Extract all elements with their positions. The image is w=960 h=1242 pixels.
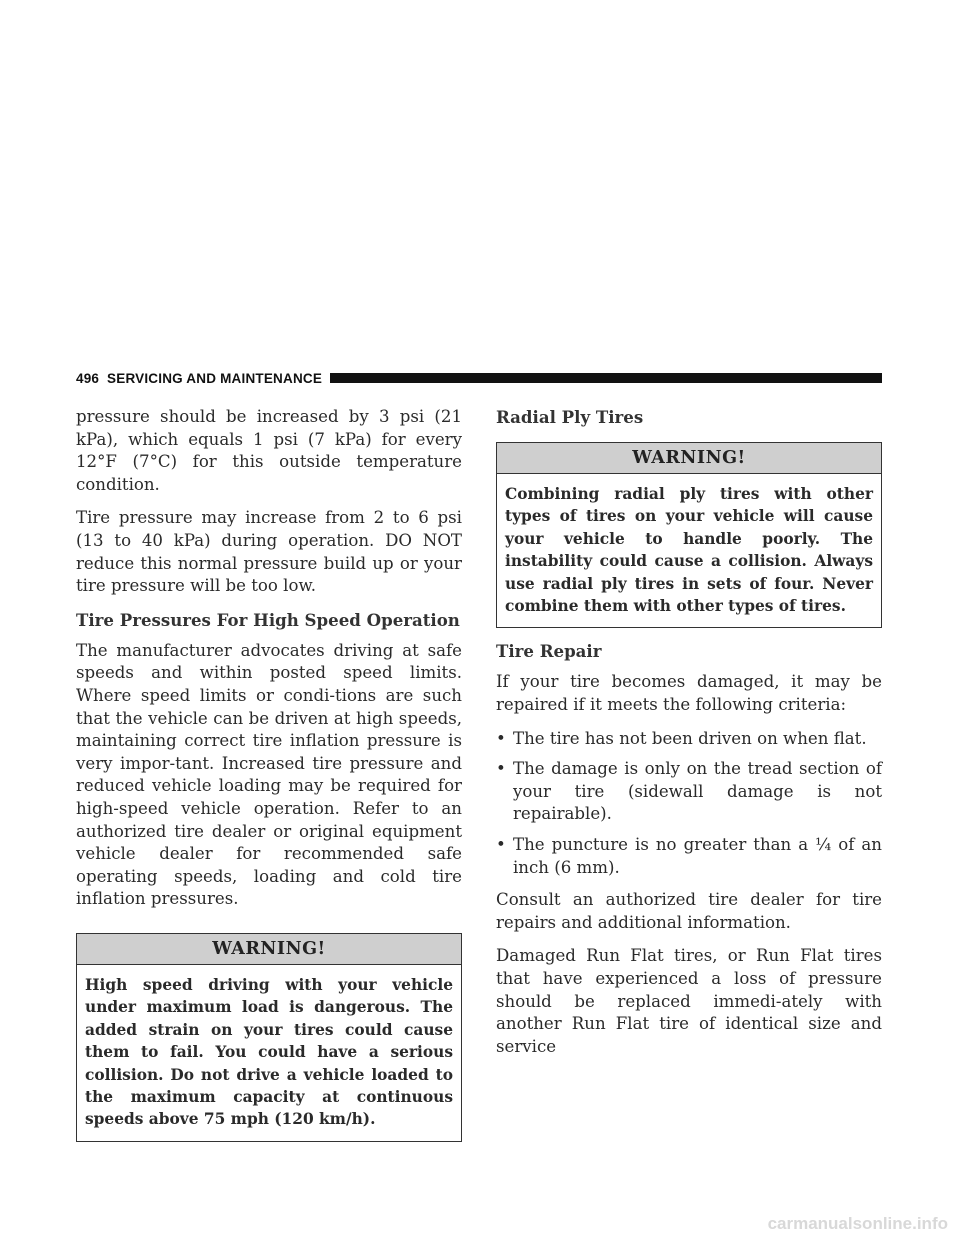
left-column — [76, 406, 462, 1154]
list-item: • The tire has not been driven on when flat. — [496, 728, 882, 751]
heading-high-speed: Tire Pressures For High Speed Operation — [76, 609, 460, 630]
paragraph-consult-dealer: Consult an authorized tire dealer for tire repairs and additional information. — [496, 890, 882, 932]
warning-title: WARNING! — [497, 443, 881, 474]
page-header — [76, 368, 882, 388]
page-header-text — [76, 371, 330, 386]
paragraph-pressure-operation: Tire pressure may increase from 2 to 6 psi (13 to 40 kPa) during operation. DO NOT reduce this normal pressure build up or your tire pressure will be too low. — [76, 508, 462, 596]
header-rule — [330, 373, 882, 383]
paragraph-repair-criteria: If your tire becomes damaged, it may be repaired if it meets the following criteria: — [496, 672, 882, 715]
bullet-icon: • — [496, 759, 506, 779]
repair-criteria-list — [496, 728, 882, 880]
paragraph-high-speed: The manufacturer advocates driving at safe speeds and within posted speed limits. Where speed limits or condi-tions are such that the vehicle can be driven at high speeds, maintaining correct tire inflation pressure is very impor-tant. Increased tire pressure and reduced vehicle loading may be required for high-speed vehicle operation. Refer to an authorized tire dealer or original equipment vehicle dealer for recommended safe operating speeds, loading and cold tire inflation pressures. — [76, 640, 462, 909]
bullet-icon: • — [496, 835, 506, 854]
heading-tire-repair: Tire Repair — [496, 641, 602, 662]
section-title: SERVICING AND MAINTENANCE — [107, 370, 323, 386]
warning-box-high-speed — [76, 933, 462, 1142]
list-item: • The damage is only on the tread section of your tire (sidewall damage is not repairable). — [496, 759, 882, 824]
paragraph-pressure-increase: pressure should be increased by 3 psi (21 kPa), which equals 1 psi (7 kPa) for every 12°F (7°C) for this outside temperature condition. — [76, 407, 462, 494]
warning-text: Combining radial ply tires with other types of tires on your vehicle will cause your vehicle to handle poorly. The instability could cause a collision. Always use radial ply tires in sets of four. Never combine them with other types of tires. — [505, 485, 873, 616]
list-item: • The puncture is no greater than a ¼ of an inch (6 mm). — [496, 835, 882, 877]
bullet-icon: • — [496, 728, 506, 748]
watermark: carmanualsonline.info — [767, 1214, 948, 1233]
warning-title: WARNING! — [77, 934, 461, 965]
warning-text: High speed driving with your vehicle under maximum load is dangerous. The added strain on your tires could cause them to fail. You could have a serious collision. Do not drive a vehicle loaded to the maximum capacity at continuous speeds above 75 mph (120 km/h). — [85, 975, 453, 1129]
paragraph-run-flat: Damaged Run Flat tires, or Run Flat tires that have experienced a loss of pressure should be replaced immedi-ately with another Run Flat tire of identical size and service — [496, 946, 882, 1056]
warning-box-radial — [496, 442, 882, 628]
heading-radial-ply: Radial Ply Tires — [496, 407, 644, 427]
right-column — [496, 406, 882, 1069]
page-number: 496 — [76, 370, 100, 386]
